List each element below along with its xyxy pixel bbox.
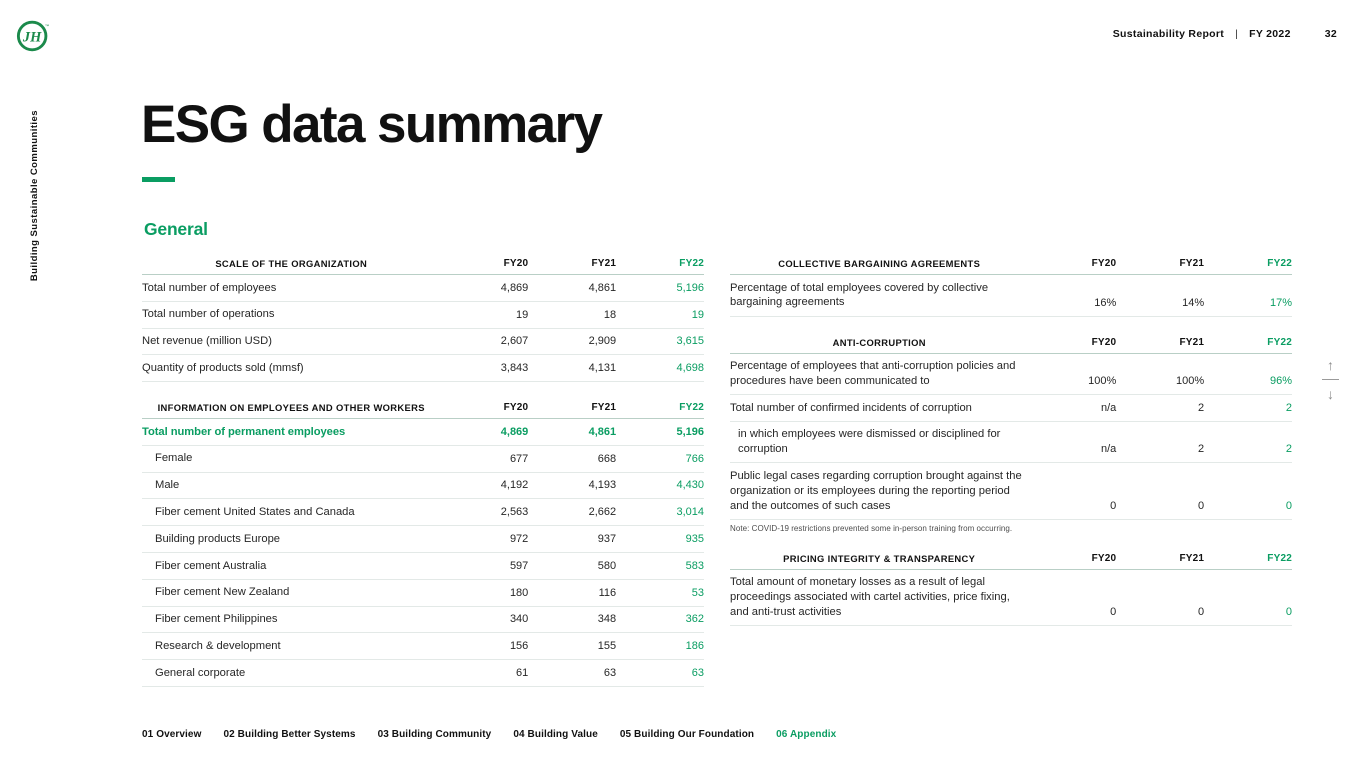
cell-value: 19 [440,301,528,328]
table-header-row [142,402,704,419]
footer-nav-item[interactable]: 03 Building Community [377,729,492,740]
table-heading: COLLECTIVE BARGAINING AGREEMENTS [730,258,1028,275]
cell-value: 580 [528,553,616,580]
cell-value: 14% [1116,275,1204,317]
cell-value: 63 [528,660,616,687]
svg-text:JH: JH [22,29,42,46]
table-row [142,633,704,660]
table-row [730,395,1292,422]
cell-value: 937 [528,526,616,553]
table-header-row [730,337,1292,354]
row-label: Fiber cement New Zealand [142,579,440,606]
table-row [730,353,1292,395]
right-table-column [730,258,1292,626]
table-row [142,606,704,633]
cell-value: 348 [528,606,616,633]
row-label: Fiber cement Philippines [142,606,440,633]
cell-value: 2 [1204,395,1292,422]
cell-value: 3,843 [440,355,528,382]
cell-value: 2,607 [440,328,528,355]
cell-value: 5,196 [616,275,704,302]
table-row [142,499,704,526]
cell-value: 100% [1028,353,1116,395]
footer-nav-item[interactable]: 02 Building Better Systems [223,729,356,740]
row-label: Public legal cases regarding corruption brought against the organization or its employees during the reporting period and the outcomes of such cases [730,463,1028,519]
column-header-fy21: FY21 [1116,553,1204,570]
table-row [142,472,704,499]
cell-value: 2,662 [528,499,616,526]
row-label: Percentage of total employees covered by collective bargaining agreements [730,275,1028,317]
table-row [142,328,704,355]
column-header-fy20: FY20 [440,402,528,419]
esg-table [142,258,704,382]
cell-value: 180 [440,579,528,606]
cell-value: 2,909 [528,328,616,355]
cell-value: 100% [1116,353,1204,395]
column-header-fy22: FY22 [616,402,704,419]
cell-value: 972 [440,526,528,553]
page-nav-divider [1322,379,1339,380]
row-label: Female [142,445,440,472]
table-heading: PRICING INTEGRITY & TRANSPARENCY [730,553,1028,570]
cell-value: 3,615 [616,328,704,355]
cell-value: 156 [440,633,528,660]
table-header-row [730,553,1292,570]
cell-value: 4,430 [616,472,704,499]
table-row [730,275,1292,317]
table-row [142,275,704,302]
column-header-fy20: FY20 [1028,258,1116,275]
page-down-arrow-icon[interactable]: ↓ [1327,386,1334,402]
footer-nav-item[interactable]: 05 Building Our Foundation [619,729,755,740]
cell-value: 2 [1204,421,1292,463]
table-header-row [142,258,704,275]
cell-value: 4,698 [616,355,704,382]
fiscal-year: FY 2022 [1249,28,1291,40]
column-header-fy22: FY22 [616,258,704,275]
left-table-column [142,258,704,687]
cell-value: 583 [616,553,704,580]
cell-value: 0 [1204,569,1292,625]
vertical-tagline: Building Sustainable Communities [29,110,40,282]
esg-table [730,337,1292,520]
james-hardie-logo [16,19,50,53]
footer-navigation[interactable] [142,729,836,740]
table-row [142,445,704,472]
table-block [730,337,1292,533]
cell-value: 63 [616,660,704,687]
row-label: Total number of operations [142,301,440,328]
cell-value: 2 [1116,395,1204,422]
column-header-fy21: FY21 [528,402,616,419]
column-header-fy21: FY21 [1116,258,1204,275]
page-navigation[interactable] [1322,358,1339,401]
row-label: Research & development [142,633,440,660]
cell-value: 340 [440,606,528,633]
cell-value: 4,861 [528,419,616,446]
table-row [142,526,704,553]
cell-value: 0 [1028,463,1116,519]
cell-value: 668 [528,445,616,472]
column-header-fy20: FY20 [440,258,528,275]
table-header-row [730,258,1292,275]
column-header-fy22: FY22 [1204,337,1292,354]
cell-value: 0 [1116,463,1204,519]
row-label: Fiber cement Australia [142,553,440,580]
table-row [142,355,704,382]
cell-value: 18 [528,301,616,328]
report-title: Sustainability Report [1112,28,1225,40]
table-heading: SCALE OF THE ORGANIZATION [142,258,440,275]
esg-table [142,402,704,687]
cell-value: 61 [440,660,528,687]
cell-value: 2,563 [440,499,528,526]
esg-table [730,258,1292,317]
cell-value: 935 [616,526,704,553]
row-label: Total number of employees [142,275,440,302]
table-block [142,258,704,382]
column-header-fy20: FY20 [1028,337,1116,354]
column-header-fy22: FY22 [1204,553,1292,570]
table-row [730,463,1292,519]
cell-value: 4,131 [528,355,616,382]
footer-nav-item[interactable]: 06 Appendix [776,729,837,740]
cell-value: 4,861 [528,275,616,302]
table-row [142,419,704,446]
row-label: Male [142,472,440,499]
cell-value: 4,193 [528,472,616,499]
row-label: General corporate [142,660,440,687]
table-block [730,553,1292,626]
column-header-fy21: FY21 [528,258,616,275]
page-title: ESG data summary [141,95,602,154]
cell-value: 4,192 [440,472,528,499]
row-label: Net revenue (million USD) [142,328,440,355]
row-label: Total number of permanent employees [142,419,440,446]
cell-value: 0 [1116,569,1204,625]
row-label: Percentage of employees that anti-corruption policies and procedures have been communicated to [730,353,1028,395]
cell-value: 155 [528,633,616,660]
cell-value: 116 [528,579,616,606]
row-label: in which employees were dismissed or disciplined for corruption [730,421,1028,463]
footer-nav-item[interactable]: 04 Building Value [513,729,598,740]
cell-value: n/a [1028,421,1116,463]
cell-value: 16% [1028,275,1116,317]
cell-value: n/a [1028,395,1116,422]
esg-table [730,553,1292,626]
row-label: Fiber cement United States and Canada [142,499,440,526]
table-row [730,569,1292,625]
cell-value: 19 [616,301,704,328]
cell-value: 4,869 [440,419,528,446]
cell-value: 96% [1204,353,1292,395]
row-label: Building products Europe [142,526,440,553]
row-label: Quantity of products sold (mmsf) [142,355,440,382]
cell-value: 186 [616,633,704,660]
header-separator: | [1235,28,1239,40]
table-row [142,553,704,580]
cell-value: 362 [616,606,704,633]
row-label: Total amount of monetary losses as a result of legal proceedings associated with cartel activities, price fixing, and anti-trust activities [730,569,1028,625]
table-heading: INFORMATION ON EMPLOYEES AND OTHER WORKERS [142,402,440,419]
cell-value: 3,014 [616,499,704,526]
cell-value: 2 [1116,421,1204,463]
table-block [142,402,704,687]
table-heading: ANTI-CORRUPTION [730,337,1028,354]
table-row [142,579,704,606]
svg-text:™: ™ [44,23,50,29]
table-row [142,301,704,328]
column-header-fy21: FY21 [1116,337,1204,354]
footer-nav-item[interactable]: 01 Overview [142,729,202,740]
table-block [730,258,1292,317]
document-header [1113,28,1337,40]
cell-value: 766 [616,445,704,472]
cell-value: 0 [1204,463,1292,519]
cell-value: 53 [616,579,704,606]
table-note: Note: COVID-19 restrictions prevented some in-person training from occurring. [730,523,1013,533]
section-title: General [144,219,208,239]
cell-value: 677 [440,445,528,472]
column-header-fy22: FY22 [1204,258,1292,275]
row-label: Total number of confirmed incidents of corruption [730,395,1028,422]
page-number: 32 [1324,28,1337,40]
page-up-arrow-icon[interactable]: ↑ [1327,357,1334,373]
cell-value: 0 [1028,569,1116,625]
column-header-fy20: FY20 [1028,553,1116,570]
cell-value: 17% [1204,275,1292,317]
table-row [142,660,704,687]
table-row [730,421,1292,463]
cell-value: 5,196 [616,419,704,446]
cell-value: 597 [440,553,528,580]
title-accent-bar [142,177,175,182]
cell-value: 4,869 [440,275,528,302]
